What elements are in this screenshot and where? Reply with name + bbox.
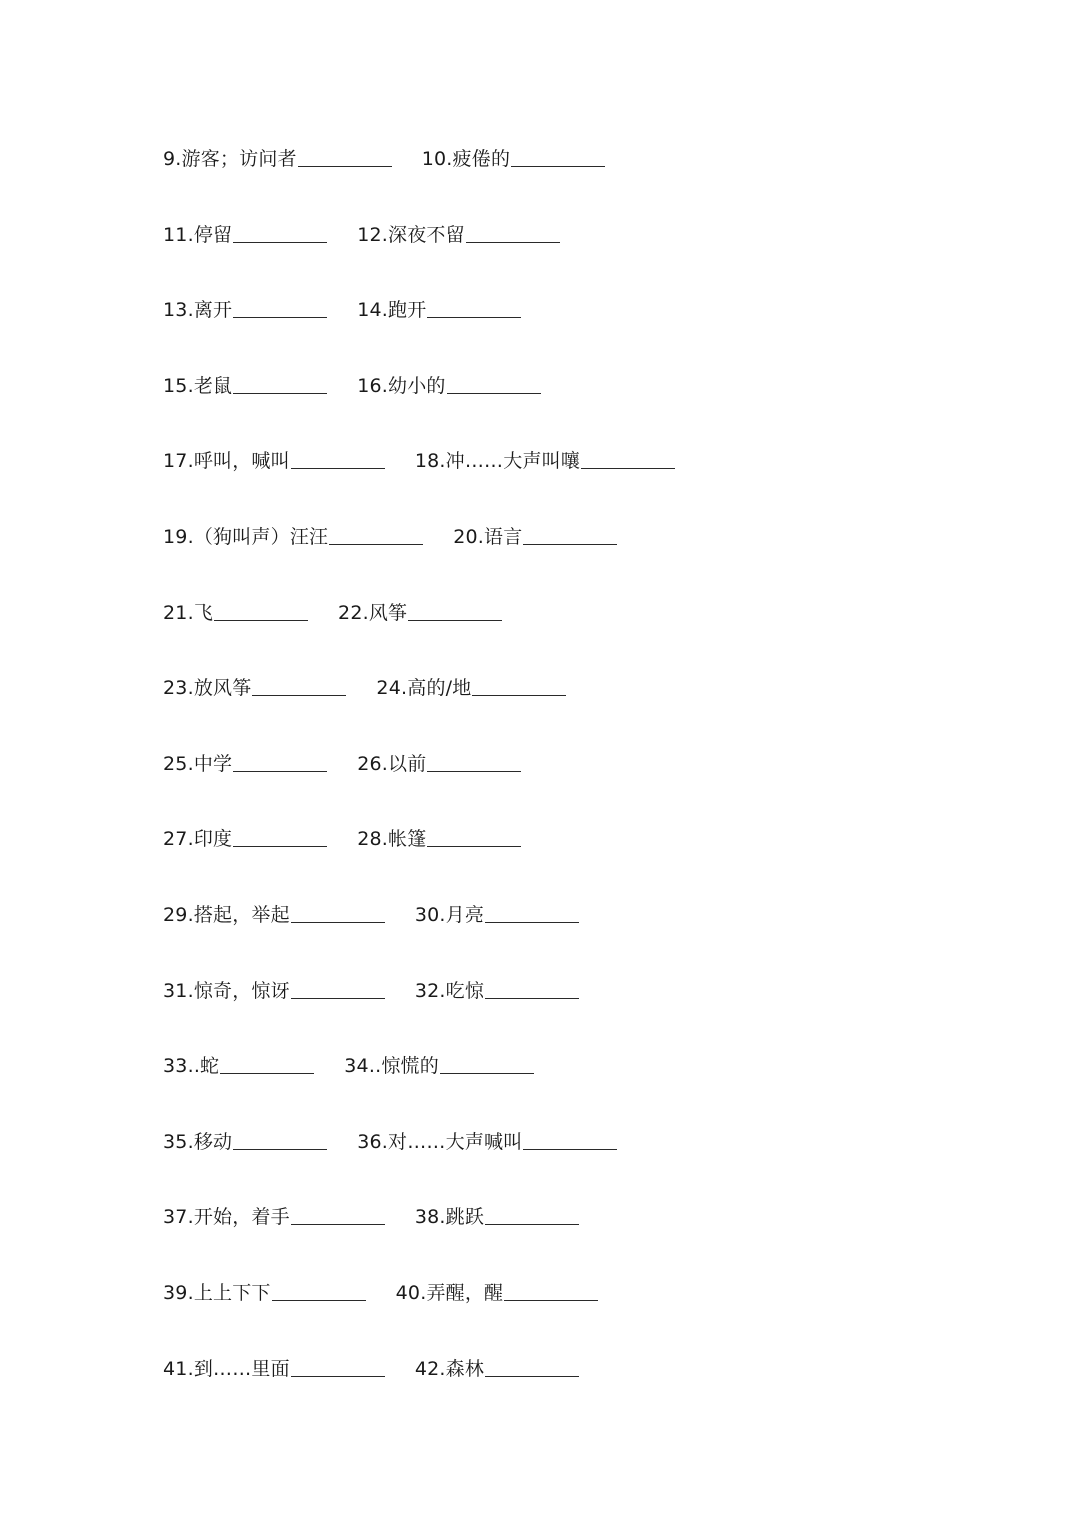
vocabulary-prompt: 35.移动 (163, 1130, 233, 1153)
vocabulary-prompt: 41.到……里面 (163, 1357, 290, 1380)
vocabulary-item (163, 369, 327, 403)
vocabulary-item (163, 1352, 385, 1386)
vocabulary-prompt: 15.老鼠 (163, 374, 233, 397)
vocabulary-item (357, 1125, 617, 1159)
vocabulary-item (163, 671, 346, 705)
vocabulary-prompt: 30.月亮 (414, 903, 485, 926)
vocabulary-item (415, 1200, 579, 1234)
vocabulary-item (376, 671, 566, 705)
answer-blank[interactable] (329, 543, 423, 545)
vocabulary-item (163, 1200, 385, 1234)
vocabulary-item (163, 1125, 327, 1159)
vocabulary-row (163, 369, 983, 445)
vocabulary-prompt: 22.风筝 (338, 601, 408, 624)
vocabulary-row (163, 142, 983, 218)
answer-blank[interactable] (472, 694, 566, 696)
answer-blank[interactable] (485, 1375, 579, 1377)
vocabulary-prompt: 39.上上下下 (163, 1281, 271, 1304)
vocabulary-prompt: 14.跑开 (357, 299, 427, 322)
vocabulary-prompt: 16.幼小的 (357, 374, 446, 397)
vocabulary-item (163, 596, 308, 630)
vocabulary-row (163, 218, 983, 294)
vocabulary-prompt: 12.深夜不留 (357, 223, 465, 246)
vocabulary-item (357, 293, 521, 327)
vocabulary-prompt: 23.放风筝 (163, 677, 252, 700)
answer-blank[interactable] (485, 1223, 579, 1225)
vocabulary-item (396, 1276, 599, 1310)
vocabulary-prompt: 36.对……大声喊叫 (357, 1130, 523, 1153)
answer-blank[interactable] (291, 921, 385, 923)
vocabulary-prompt: 19.（狗叫声）汪汪 (163, 525, 329, 548)
vocabulary-prompt: 37.开始，着手 (163, 1206, 290, 1229)
vocabulary-item (415, 1352, 579, 1386)
vocabulary-row (163, 596, 983, 672)
answer-blank[interactable] (291, 467, 385, 469)
vocabulary-prompt: 20.语言 (453, 525, 523, 548)
vocabulary-prompt: 10.疲倦的 (421, 148, 511, 170)
vocabulary-item (163, 218, 327, 252)
vocabulary-row (163, 974, 983, 1050)
vocabulary-prompt: 32.吃惊 (414, 979, 485, 1002)
vocabulary-item (163, 974, 385, 1008)
vocabulary-item (163, 142, 392, 176)
vocabulary-prompt: 33..蛇 (163, 1055, 220, 1078)
vocabulary-row (163, 444, 983, 520)
vocabulary-list (163, 142, 983, 1427)
answer-blank[interactable] (511, 165, 605, 167)
answer-blank[interactable] (427, 770, 521, 772)
vocabulary-row (163, 1352, 983, 1428)
vocabulary-prompt: 25.中学 (163, 752, 233, 775)
vocabulary-item (163, 898, 385, 932)
vocabulary-row (163, 1125, 983, 1201)
vocabulary-prompt: 21.飞 (163, 601, 214, 624)
vocabulary-prompt: 42.森林 (414, 1357, 485, 1380)
answer-blank[interactable] (233, 316, 327, 318)
vocabulary-item (357, 218, 560, 252)
vocabulary-item (415, 974, 579, 1008)
answer-blank[interactable] (581, 467, 675, 469)
vocabulary-item (163, 747, 327, 781)
vocabulary-item (357, 822, 521, 856)
answer-blank[interactable] (233, 770, 327, 772)
answer-blank[interactable] (291, 997, 385, 999)
vocabulary-item (163, 520, 423, 554)
vocabulary-row (163, 293, 983, 369)
answer-blank[interactable] (233, 392, 327, 394)
vocabulary-item (453, 520, 617, 554)
answer-blank[interactable] (440, 1072, 534, 1074)
vocabulary-item (163, 293, 327, 327)
answer-blank[interactable] (523, 1148, 617, 1150)
vocabulary-prompt: 13.离开 (163, 299, 233, 322)
answer-blank[interactable] (233, 1148, 327, 1150)
vocabulary-item (163, 444, 385, 478)
vocabulary-row (163, 671, 983, 747)
answer-blank[interactable] (233, 845, 327, 847)
vocabulary-prompt: 17.呼叫，喊叫 (163, 450, 290, 473)
answer-blank[interactable] (220, 1072, 314, 1074)
vocabulary-item (163, 1049, 314, 1083)
answer-blank[interactable] (298, 165, 392, 167)
vocabulary-prompt: 28.帐篷 (357, 828, 427, 851)
vocabulary-item (422, 142, 605, 176)
vocabulary-prompt: 24.高的/地 (376, 677, 472, 700)
vocabulary-item (357, 369, 540, 403)
answer-blank[interactable] (291, 1223, 385, 1225)
answer-blank[interactable] (233, 241, 327, 243)
vocabulary-item (163, 822, 327, 856)
answer-blank[interactable] (447, 392, 541, 394)
answer-blank[interactable] (504, 1299, 598, 1301)
answer-blank[interactable] (291, 1375, 385, 1377)
answer-blank[interactable] (427, 845, 521, 847)
vocabulary-row (163, 1049, 983, 1125)
answer-blank[interactable] (427, 316, 521, 318)
vocabulary-item (338, 596, 502, 630)
vocabulary-prompt: 31.惊奇，惊讶 (163, 979, 290, 1002)
vocabulary-item (357, 747, 521, 781)
answer-blank[interactable] (466, 241, 560, 243)
vocabulary-item (415, 444, 675, 478)
vocabulary-row (163, 822, 983, 898)
answer-blank[interactable] (272, 1299, 366, 1301)
vocabulary-item (344, 1049, 534, 1083)
vocabulary-row (163, 747, 983, 823)
vocabulary-row (163, 520, 983, 596)
answer-blank[interactable] (408, 619, 502, 621)
vocabulary-item (415, 898, 579, 932)
vocabulary-item (163, 1276, 366, 1310)
vocabulary-prompt: 38.跳跃 (414, 1206, 485, 1229)
vocabulary-prompt: 27.印度 (163, 828, 233, 851)
answer-blank[interactable] (214, 619, 308, 621)
vocabulary-row (163, 1200, 983, 1276)
answer-blank[interactable] (485, 997, 579, 999)
answer-blank[interactable] (523, 543, 617, 545)
vocabulary-row (163, 898, 983, 974)
vocabulary-prompt: 29.搭起，举起 (163, 903, 290, 926)
vocabulary-row (163, 1276, 983, 1352)
answer-blank[interactable] (252, 694, 346, 696)
answer-blank[interactable] (485, 921, 579, 923)
vocabulary-prompt: 34..惊慌的 (344, 1055, 439, 1078)
vocabulary-prompt: 26.以前 (357, 752, 427, 775)
vocabulary-prompt: 40.弄醒，醒 (395, 1281, 504, 1304)
vocabulary-prompt: 18.冲……大声叫嚷 (414, 450, 581, 473)
vocabulary-prompt: 9.游客；访问者 (163, 148, 297, 170)
vocabulary-prompt: 11.停留 (163, 223, 233, 246)
